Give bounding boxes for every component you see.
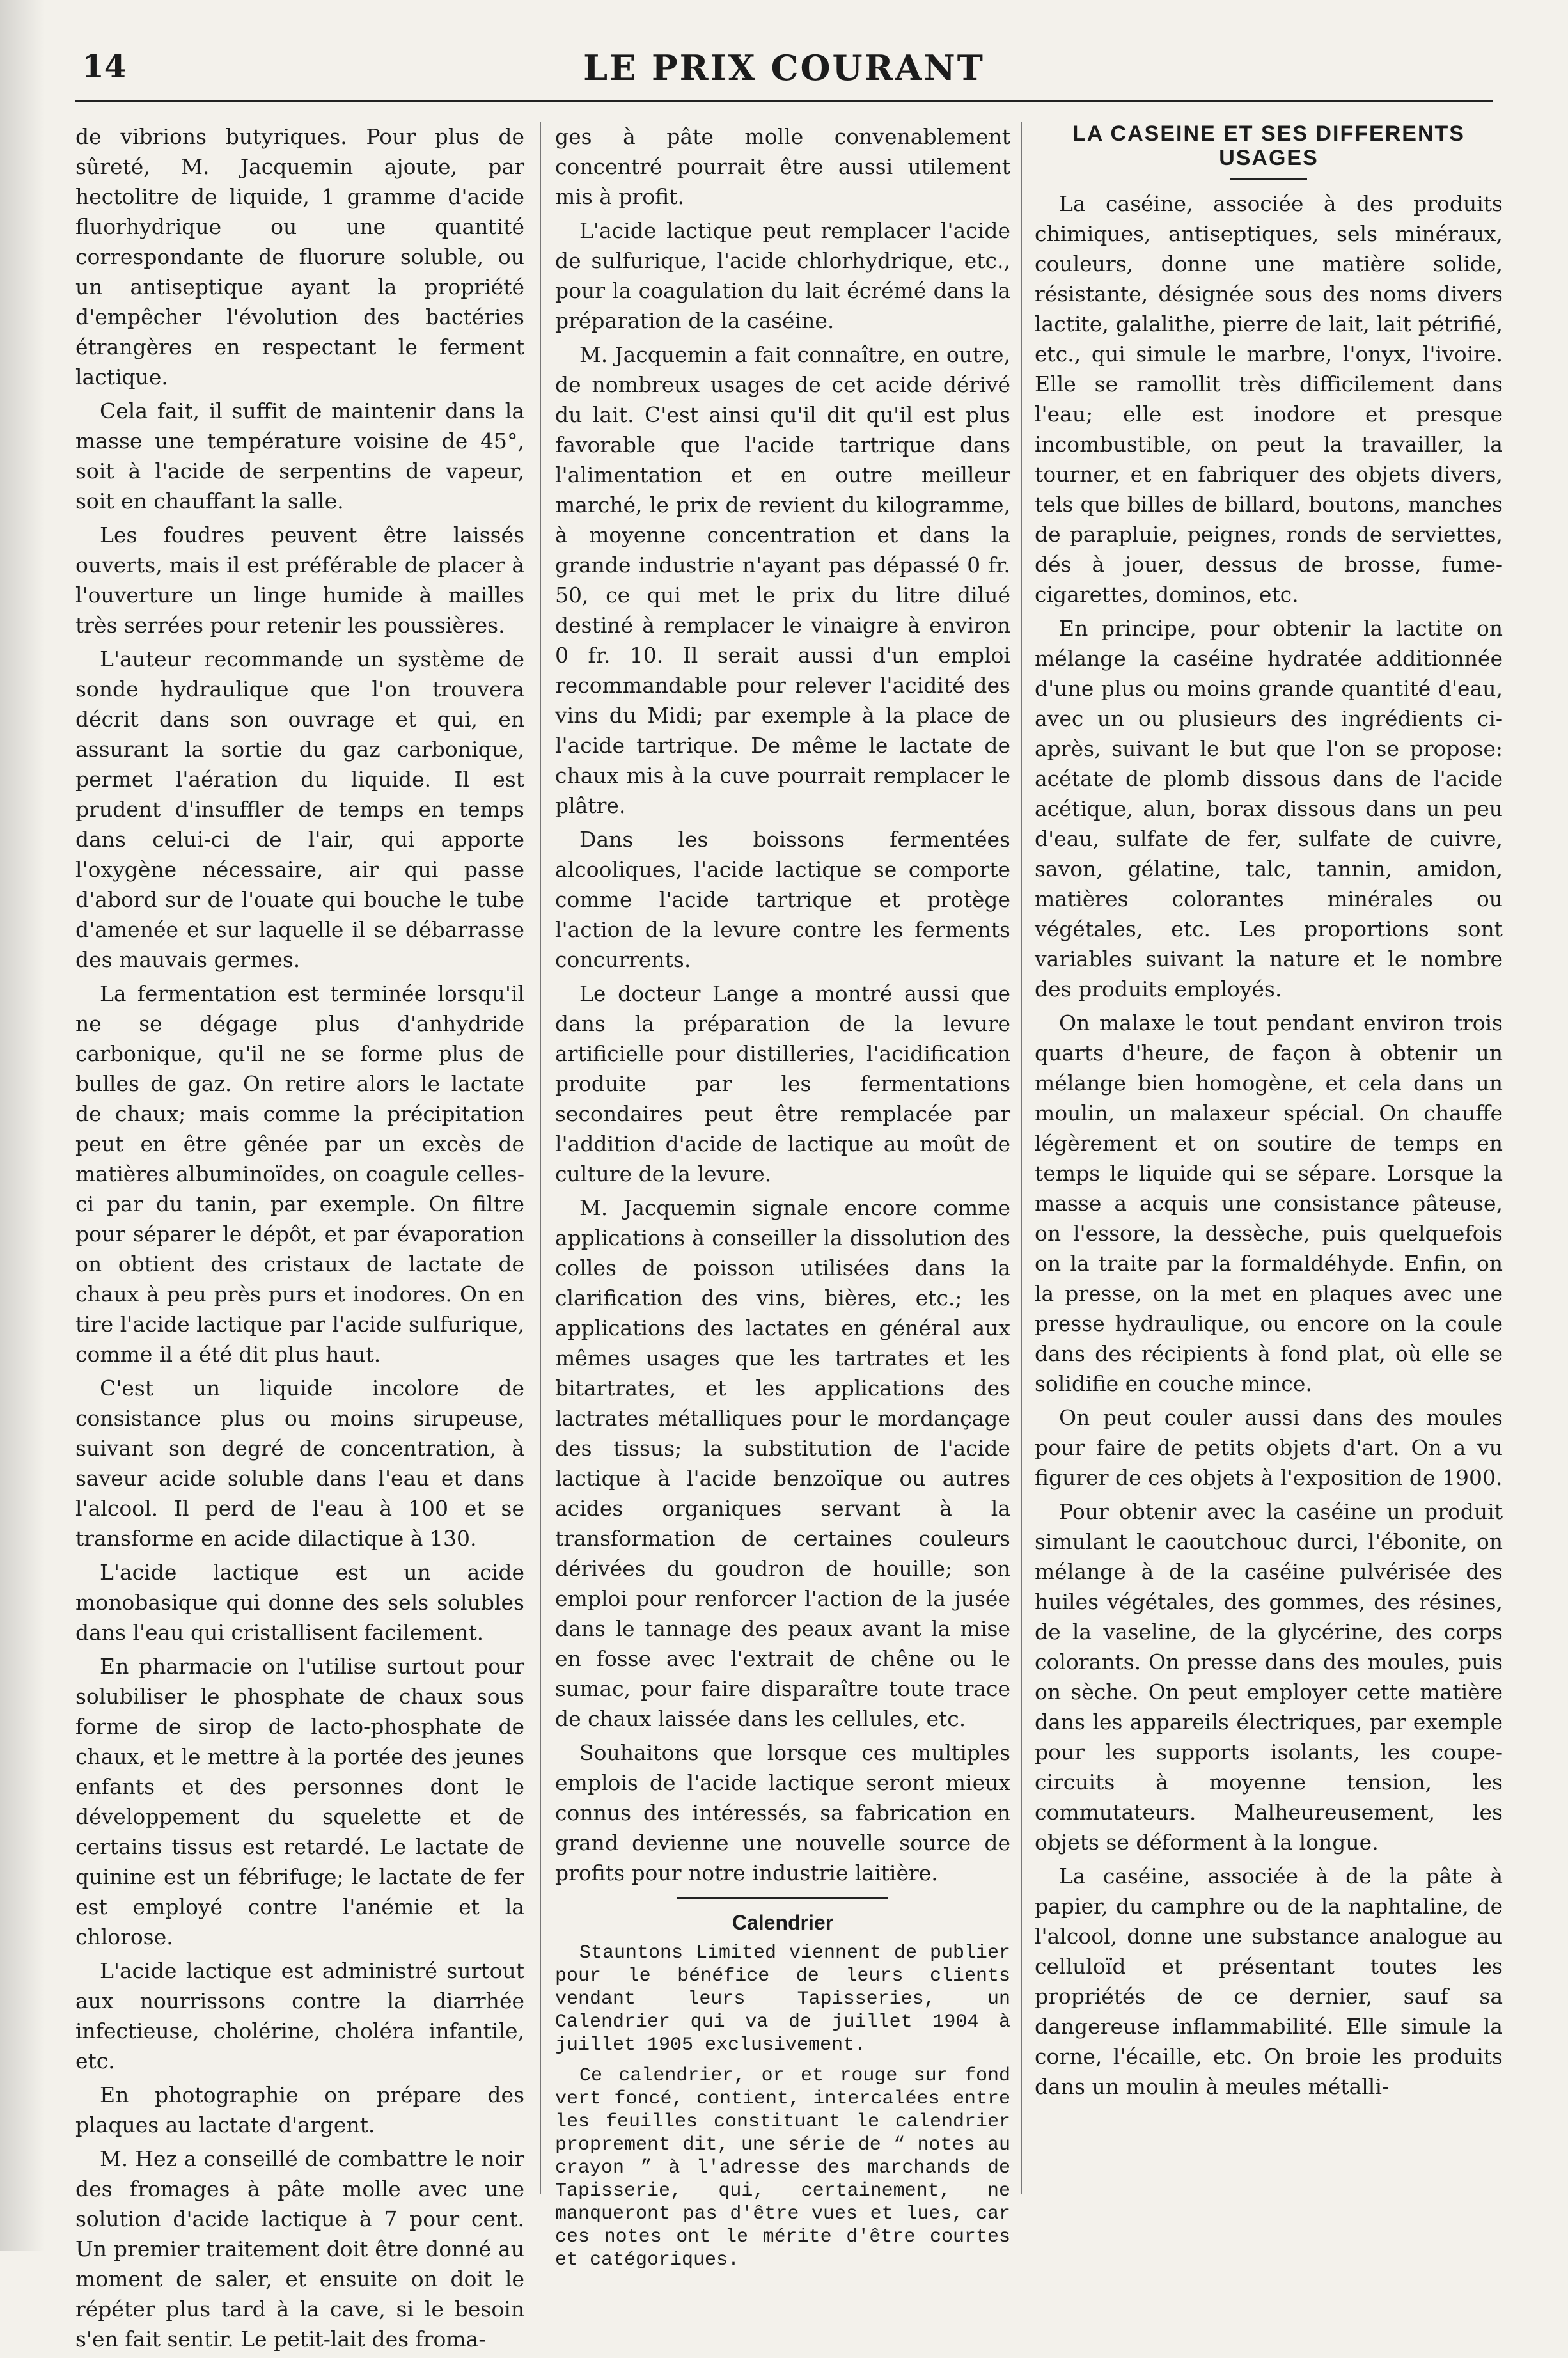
column-divider-1 <box>540 122 541 2194</box>
paragraph: La caséine, associée à de la pâte à papier, du camphre ou de la naphtaline, de l'alcool, donne une substance analogue au celluloïd et présentant toutes les propriétés de ce dernier, sauf sa dangereuse inflammabilité. Elle simule la corne, l'écaille, etc. On broie les produits dans un moulin à meules métalli- <box>1035 1864 1503 2099</box>
column-divider-2 <box>1021 122 1022 2194</box>
paragraph: Les foudres peuvent être laissés ouverts, mais il est préférable de placer à l'ouverture un linge humide à mailles très serrées pour retenir les poussières. <box>75 523 524 638</box>
paragraph: ges à pâte molle convenablement concentré pourrait être aussi utilement mis à profit. <box>555 124 1010 209</box>
paragraph: L'acide lactique est administré surtout aux nourrissons contre la diarrhée infectieuse, cholérine, choléra infantile, etc. <box>75 1958 524 2073</box>
paragraph: Cela fait, il suffit de maintenir dans la masse une température voisine de 45°, soit à l'acide de serpentins de vapeur, soit en chauffant la salle. <box>75 398 524 514</box>
paragraph: L'auteur recommande un système de sonde hydraulique que l'on trouvera décrit dans son ouvrage et qui, en assurant la sortie du gaz carbonique, permet l'aération du liquide. Il est prudent d'insuffler de temps en temps dans celui-ci de l'air, qui apporte l'oxygène nécessaire, air qui passe d'abord sur de l'ouate qui bouche le tube d'amenée et sur laquelle il se débarrasse des mauvais germes. <box>75 647 524 972</box>
paragraph: En photographie on prépare des plaques au lactate d'argent. <box>75 2082 524 2137</box>
journal-title: LE PRIX COURANT <box>583 47 985 88</box>
paragraph: C'est un liquide incolore de consistance plus ou moins sirupeuse, suivant son degré de concentration, à saveur acide soluble dans l'eau et dans l'alcool. Il perd de l'eau à 100 et se transforme en acide dilactique à 130. <box>75 1376 524 1551</box>
section-rule <box>677 1897 888 1899</box>
paragraph: En pharmacie on l'utilise surtout pour solubiliser le phosphate de chaux sous forme de sirop de lacto-phosphate de chaux, et le mettre à la portée des jeunes enfants et des personnes dont le développement du squelette et de certains tissus est retardé. Le lactate de quinine est un fébrifuge; le lactate de fer est employé contre l'anémie et la chlorose. <box>75 1654 524 1949</box>
paragraph: La fermentation est terminée lorsqu'il ne se dégage plus d'anhydride carbonique, qu'il ne se forme plus de bulles de gaz. On retire alors le lactate de chaux; mais comme la précipitation peut en être gênée par un excès de matières albuminoïdes, on coagule celles-ci par du tanin, par exemple. On filtre pour séparer le dépôt, et par évaporation on obtient des cristaux de lactate de chaux à peu près purs et inodores. On en tire l'acide lactique par l'acide sulfurique, comme il a été dit plus haut. <box>75 981 524 1367</box>
paragraph: M. Jacquemin signale encore comme applications à conseiller la dissolution des colles de poisson utilisées dans la clarification des vins, bières, etc.; les applications des lactates en général aux mêmes usages que les tartrates et les bitartrates, et les applications des lactrates métalliques pour le mordançage des tissus; la substitution de l'acide lactique à l'acide benzoïque ou autres acides organiques servant à la transformation de certaines couleurs dérivées du goudron de houille; son emploi pour renforcer l'action de la jusée dans le tannage des peaux avant la mise en fosse avec l'extrait de chêne ou le sumac, pour faire disparaître toute trace de chaux laissée dans les cellules, etc. <box>555 1195 1010 1731</box>
paragraph: Pour obtenir avec la caséine un produit simulant le caoutchouc durci, l'ébonite, on mélange à de la caséine pulvérisée des huiles végétales, des gommes, des résines, de la vaseline, de la glycérine, des corps colorants. On presse dans des moules, puis on sèche. On peut employer cette matière dans les appareils électriques, par exemple pour les supports isolants, les coupe-circuits à moyenne tension, les commutateurs. Malheureusement, les objets se déforment à la longue. <box>1035 1499 1503 1855</box>
column-3 <box>1035 122 1503 2105</box>
paragraph: Le docteur Lange a montré aussi que dans la préparation de la levure artificielle pour distilleries, l'acidification produite par les fermentations secondaires peut être remplacée par l'addition d'acide de lactique au moût de culture de la levure. <box>555 981 1010 1186</box>
column-1 <box>75 122 524 2358</box>
calendar-heading: Calendrier <box>732 1911 834 1934</box>
scan-edge-shadow <box>0 0 45 2251</box>
paragraph: de vibrions butyriques. Pour plus de sûreté, M. Jacquemin ajoute, par hectolitre de liquide, 1 gramme d'acide fluorhydrique ou une quantité correspondante de fluorure soluble, ou un antiseptique ayant la propriété d'empêcher l'évolution des bactéries étrangères en respectant le ferment lactique. <box>75 124 524 389</box>
paragraph: M. Jacquemin a fait connaître, en outre, de nombreux usages de cet acide dérivé du lait. C'est ainsi qu'il dit qu'il est plus favorable que l'acide tartrique dans l'alimentation et en outre meilleur marché, le prix de revient du kilogramme, à moyenne concentration et dans la grande industrie n'ayant pas dépassé 0 fr. 50, ce qui met le prix du litre dilué destiné à remplacer le vinaigre à environ 0 fr. 10. Il serait aussi d'un emploi recommandable pour relever l'acidité des vins du Midi; par exemple à la place de l'acide tartrique. De même le lactate de chaux mis à la cuve pourrait remplacer le plâtre. <box>555 342 1010 818</box>
article-title: LA CASEINE ET SES DIFFERENTS USAGES <box>1072 122 1465 170</box>
paragraph: M. Hez a conseillé de combattre le noir des fromages à pâte molle avec une solution d'acide lactique à 7 pour cent. Un premier traitement doit être donné au moment de saler, et ensuite on doit le répéter plus tard à la cave, si le besoin s'en fait sentir. Le petit-lait des froma- <box>75 2146 524 2352</box>
paragraph: La caséine, associée à des produits chimiques, antiseptiques, sels minéraux, couleurs, donne une matière solide, résistante, désignée sous des noms divers lactite, galalithe, pierre de lait, lait pétrifié, etc., qui simule le marbre, l'onyx, l'ivoire. Elle se ramollit très difficilement dans l'eau; elle est inodore et presque incombustible, on peut la travailler, la tourner, et en fabriquer des objets divers, tels que billes de billard, boutons, manches de parapluie, peignes, ronds de serviettes, dés à jouer, dessus de brosse, fume-cigarettes, dominos, etc. <box>1035 191 1503 607</box>
paragraph: L'acide lactique peut remplacer l'acide de sulfurique, l'acide chlorhydrique, etc., pour la coagulation du lait écrémé dans la préparation de la caséine. <box>555 218 1010 333</box>
paragraph: Ce calendrier, or et rouge sur fond vert foncé, contient, intercalées entre les feuilles constituant le calendrier proprement dit, une série de “ notes au crayon ” à l'adresse des marchands de Tapisserie, qui, certainement, ne manqueront pas d'être vues et lues, car ces notes ont le mérite d'être courtes et catégoriques. <box>555 2065 1010 2271</box>
calendar-article <box>555 1908 1010 2272</box>
paragraph: On peut couler aussi dans des moules pour faire de petits objets d'art. On a vu figurer de ces objets à l'exposition de 1900. <box>1035 1405 1503 1490</box>
paragraph: On malaxe le tout pendant environ trois quarts d'heure, de façon à obtenir un mélange bien homogène, et cela dans un moulin, un malaxeur spécial. On chauffe légèrement et on soutire de temps en temps le liquide qui se sépare. Lorsque la masse a acquis une consistance pâteuse, on l'essore, la dessèche, puis quelquefois on la traite par la formaldéhyde. Enfin, on la presse, on la met en plaques avec une presse hydraulique, ou encore on la coule dans des récipients à fond plat, où elle se solidifie en couche mince. <box>1035 1010 1503 1396</box>
paragraph: En principe, pour obtenir la lactite on mélange la caséine hydratée additionnée d'une plus ou moins grande quantité d'eau, avec un ou plusieurs des ingrédients ci-après, suivant le but que l'on se propose: acétate de plomb dissous dans de l'acide acétique, alun, borax dissous dans un peu d'eau, sulfate de fer, sulfate de cuivre, savon, gélatine, talc, tannin, amidon, matières colorantes minérales ou végétales, etc. Les proportions sont variables suivant la nature et le nombre des produits employés. <box>1035 616 1503 1002</box>
paragraph: Dans les boissons fermentées alcooliques, l'acide lactique se comporte comme l'acide tartrique et protège l'action de la levure contre les ferments concurrents. <box>555 827 1010 972</box>
column-2 <box>555 122 1010 2279</box>
title-rule <box>1230 178 1307 180</box>
paragraph: Souhaitons que lorsque ces multiples emplois de l'acide lactique seront mieux connus des intéressés, sa fabrication en grand devienne une nouvelle source de profits pour notre industrie laitière. <box>555 1740 1010 1885</box>
header-rule <box>75 100 1493 102</box>
paragraph: Stauntons Limited viennent de publier pour le bénéfice de leurs clients vendant leurs Tapisseries, un Calendrier qui va de juillet 1904 à juillet 1905 exclusivement. <box>555 1942 1010 2056</box>
page-number: 14 <box>82 47 127 85</box>
paragraph: L'acide lactique est un acide monobasique qui donne des sels solubles dans l'eau qui cristallisent facilement. <box>75 1560 524 1645</box>
